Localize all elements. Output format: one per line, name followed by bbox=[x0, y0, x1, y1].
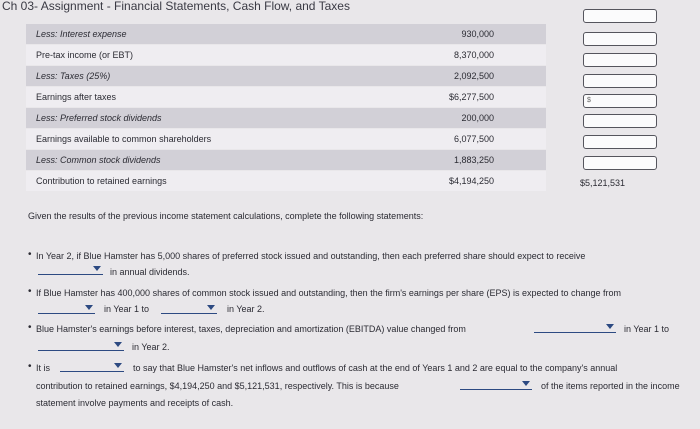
chevron-down-icon bbox=[114, 363, 122, 368]
row-label: Contribution to retained earnings bbox=[36, 176, 167, 186]
row-label: Less: Interest expense bbox=[36, 29, 127, 39]
chevron-down-icon bbox=[114, 342, 122, 347]
row-value: 930,000 bbox=[461, 29, 494, 39]
bullet-icon: • bbox=[28, 249, 32, 260]
dropdown-ebitda-year1[interactable] bbox=[534, 322, 616, 333]
row-value: 2,092,500 bbox=[453, 71, 494, 81]
window-title: Ch 03- Assignment - Financial Statements, Cash Flow, and Taxes bbox=[2, 0, 350, 13]
year2-input-taxes[interactable] bbox=[583, 74, 657, 88]
statement-2-text: If Blue Hamster has 400,000 shares of common stock issued and outstanding, then the firm's earnings per share (EPS) is expected to change from bbox=[36, 288, 622, 298]
dropdown-eps-year2[interactable] bbox=[161, 303, 217, 314]
row-value: 6,077,500 bbox=[453, 134, 494, 144]
row-value: $4,194,250 bbox=[448, 176, 494, 186]
chevron-down-icon bbox=[207, 305, 215, 310]
chevron-down-icon bbox=[85, 305, 93, 310]
table-row bbox=[26, 150, 546, 170]
table-row bbox=[26, 171, 546, 191]
statement-3-text: Blue Hamster's earnings before interest, taxes, depreciation and amortization (EBITDA) value changed from bbox=[36, 324, 466, 334]
row-value: 8,370,000 bbox=[453, 50, 494, 60]
dropdown-eps-year1[interactable] bbox=[38, 303, 95, 314]
bullet-icon: • bbox=[28, 286, 32, 297]
dropdown-preferred-dividend[interactable] bbox=[38, 264, 103, 275]
row-value: $6,277,500 bbox=[448, 92, 494, 102]
statement-3-text-end: in Year 2. bbox=[132, 342, 170, 352]
year2-input-ebt[interactable] bbox=[583, 53, 657, 67]
row-label: Earnings available to common shareholders bbox=[36, 134, 212, 144]
statement-2-text-end: in Year 2. bbox=[227, 304, 265, 314]
year2-input-0[interactable] bbox=[583, 9, 657, 23]
row-value: 200,000 bbox=[461, 113, 494, 123]
statement-4-line3: statement involve payments and receipts of cash. bbox=[36, 398, 234, 408]
table-row bbox=[26, 87, 546, 107]
year2-retained-earnings: $5,121,531 bbox=[580, 178, 626, 188]
currency-symbol: $ bbox=[587, 97, 591, 104]
chevron-down-icon bbox=[522, 381, 530, 386]
table-row bbox=[26, 129, 546, 149]
dropdown-ebitda-year2[interactable] bbox=[38, 340, 124, 351]
row-label: Less: Common stock dividends bbox=[36, 155, 161, 165]
instructions: Given the results of the previous income statement calculations, complete the following statements: bbox=[28, 211, 424, 221]
statement-4-text-mid: to say that Blue Hamster's net inflows and outflows of cash at the end of Years 1 and 2 are equal to the company's annual bbox=[133, 363, 618, 373]
bullet-icon: • bbox=[28, 322, 32, 333]
row-label: Earnings after taxes bbox=[36, 92, 117, 102]
bullet-icon: • bbox=[28, 361, 32, 372]
table-row bbox=[26, 108, 546, 128]
table-row bbox=[26, 66, 546, 86]
statement-3-text-mid: in Year 1 to bbox=[624, 324, 670, 334]
dropdown-accurate[interactable] bbox=[60, 361, 124, 372]
table-row bbox=[26, 45, 546, 65]
statement-4-text-start: It is bbox=[36, 363, 51, 373]
statement-4-line2-end: of the items reported in the income bbox=[541, 381, 680, 391]
row-value: 1,883,250 bbox=[453, 155, 494, 165]
year2-input-preferred-dividends[interactable] bbox=[583, 114, 657, 128]
row-label: Less: Preferred stock dividends bbox=[36, 113, 162, 123]
year2-input-earnings-available[interactable] bbox=[583, 135, 657, 149]
chevron-down-icon bbox=[93, 266, 101, 271]
year2-input-eat[interactable] bbox=[583, 94, 657, 108]
statement-1-text-end: in annual dividends. bbox=[110, 267, 190, 277]
statement-4-line2: contribution to retained earnings, $4,194,250 and $5,121,531, respectively. This is because bbox=[36, 381, 399, 391]
year2-input-common-dividends[interactable] bbox=[583, 156, 657, 170]
chevron-down-icon bbox=[606, 324, 614, 329]
table-row bbox=[26, 24, 546, 44]
dropdown-items[interactable] bbox=[460, 379, 532, 390]
row-label: Less: Taxes (25%) bbox=[36, 71, 111, 81]
year2-input-interest[interactable] bbox=[583, 32, 657, 46]
row-label: Pre-tax income (or EBT) bbox=[36, 50, 134, 60]
statement-1-text: In Year 2, if Blue Hamster has 5,000 shares of preferred stock issued and outstanding, then each preferred share should expect to receive bbox=[36, 251, 586, 261]
statement-2-text-mid: in Year 1 to bbox=[104, 304, 150, 314]
